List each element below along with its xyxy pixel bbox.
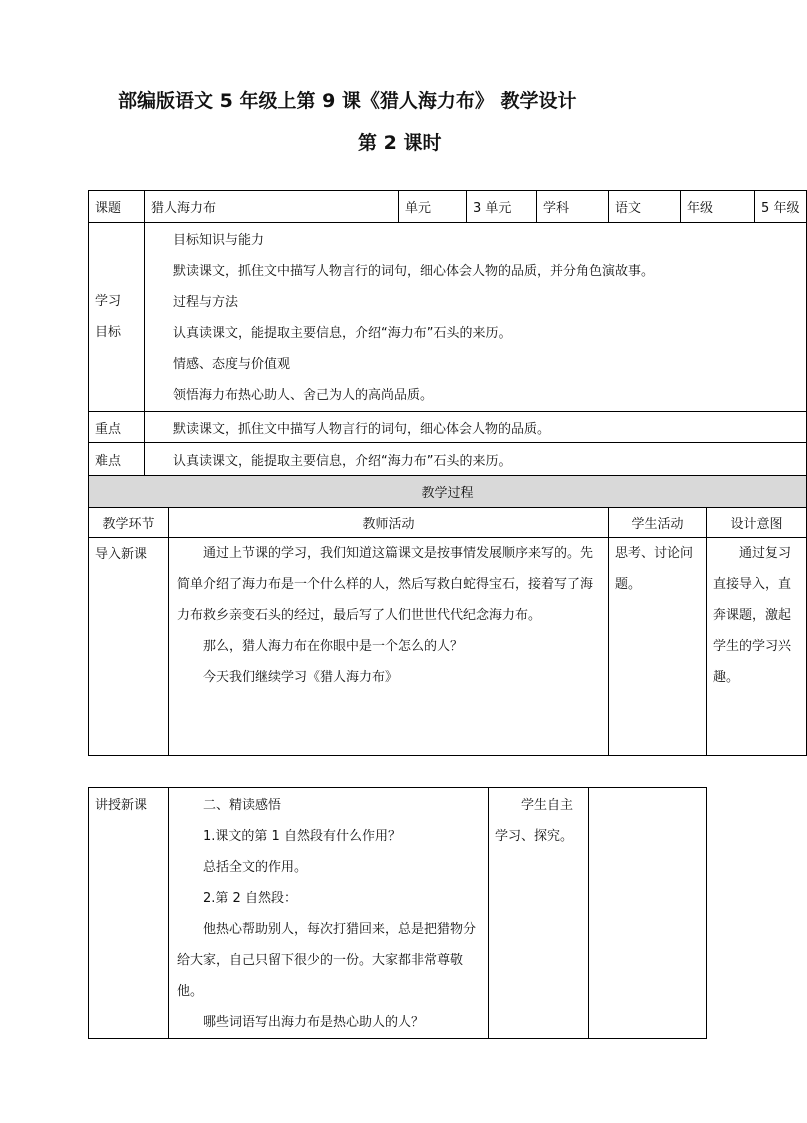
lecture-student: 学生自主学习、探究。 [489, 788, 589, 1039]
goals-label-line1: 学习 [95, 294, 122, 309]
lecture-line: 1.课文的第 1 自然段有什么作用？ [203, 829, 401, 844]
process-header: 教学过程 [89, 476, 807, 508]
key-point-text: 默读课文，抓住文中描写人物言行的词句，细心体会人物的品质。 [145, 412, 807, 443]
lecture-stage: 讲授新课 [89, 788, 169, 1039]
intro-teacher [169, 538, 609, 756]
lesson-period: 第 2 课时 [358, 132, 442, 154]
lecture-line: 总括全文的作用。 [203, 860, 308, 875]
lecture-table [88, 787, 707, 1039]
document-title: 部编版语文 5 年级上第 9 课《猎人海力布》 教学设计 [118, 90, 577, 112]
goal-line: 认真读课文，能提取主要信息，介绍“海力布”石头的来历。 [173, 326, 512, 341]
goal-line: 情感、态度与价值观 [173, 357, 291, 372]
lesson-plan-table [88, 190, 807, 756]
goal-line: 过程与方法 [173, 295, 239, 310]
grade-label: 年级 [681, 191, 755, 223]
column-intent: 设计意图 [707, 508, 807, 538]
intro-student: 思考、讨论问题。 [609, 538, 707, 756]
column-student: 学生活动 [609, 508, 707, 538]
lecture-line: 二、精读感悟 [203, 798, 282, 813]
intro-teacher-paragraph: 那么，猎人海力布在你眼中是一个怎么的人？ [203, 639, 464, 654]
goals-content [145, 223, 807, 412]
topic-value: 猎人海力布 [145, 191, 399, 223]
goal-line: 领悟海力布热心助人、舍己为人的高尚品质。 [173, 388, 434, 403]
column-teacher: 教师活动 [169, 508, 609, 538]
goal-line: 目标知识与能力 [173, 233, 265, 248]
grade-value: 5 年级 [755, 191, 807, 223]
unit-label: 单元 [399, 191, 467, 223]
subject-label: 学科 [537, 191, 609, 223]
subject-value: 语文 [609, 191, 681, 223]
topic-label: 课题 [89, 191, 145, 223]
unit-value: 3 单元 [467, 191, 537, 223]
lecture-teacher [169, 788, 489, 1039]
difficulty-text: 认真读课文，能提取主要信息，介绍“海力布”石头的来历。 [145, 443, 807, 476]
lecture-line: 哪些词语写出海力布是热心助人的人？ [203, 1015, 425, 1030]
difficulty-label: 难点 [89, 443, 145, 476]
intro-stage: 导入新课 [89, 538, 169, 756]
intro-teacher-paragraph: 今天我们继续学习《猎人海力布》 [203, 670, 399, 685]
key-point-label: 重点 [89, 412, 145, 443]
intro-teacher-paragraph: 通过上节课的学习，我们知道这篇课文是按事情发展顺序来写的。先简单介绍了海力布是一个什么样的人，然后写救白蛇得宝石，接着写了海力布救乡亲变石头的经过，最后写了人们世世代代纪念海力布。 [177, 546, 594, 623]
column-stage: 教学环节 [89, 508, 169, 538]
lecture-line: 2.第 2 自然段： [203, 891, 297, 906]
lecture-intent [589, 788, 707, 1039]
goals-label-line2: 目标 [95, 325, 122, 340]
lecture-line: 他热心帮助别人，每次打猎回来，总是把猎物分给大家，自己只留下很少的一份。大家都非常尊敬他。 [177, 922, 477, 999]
intro-intent: 通过复习直接导入，直奔课题，激起学生的学习兴趣。 [707, 538, 807, 756]
goal-line: 默读课文，抓住文中描写人物言行的词句，细心体会人物的品质，并分角色演故事。 [173, 264, 655, 279]
goals-label [89, 223, 145, 412]
